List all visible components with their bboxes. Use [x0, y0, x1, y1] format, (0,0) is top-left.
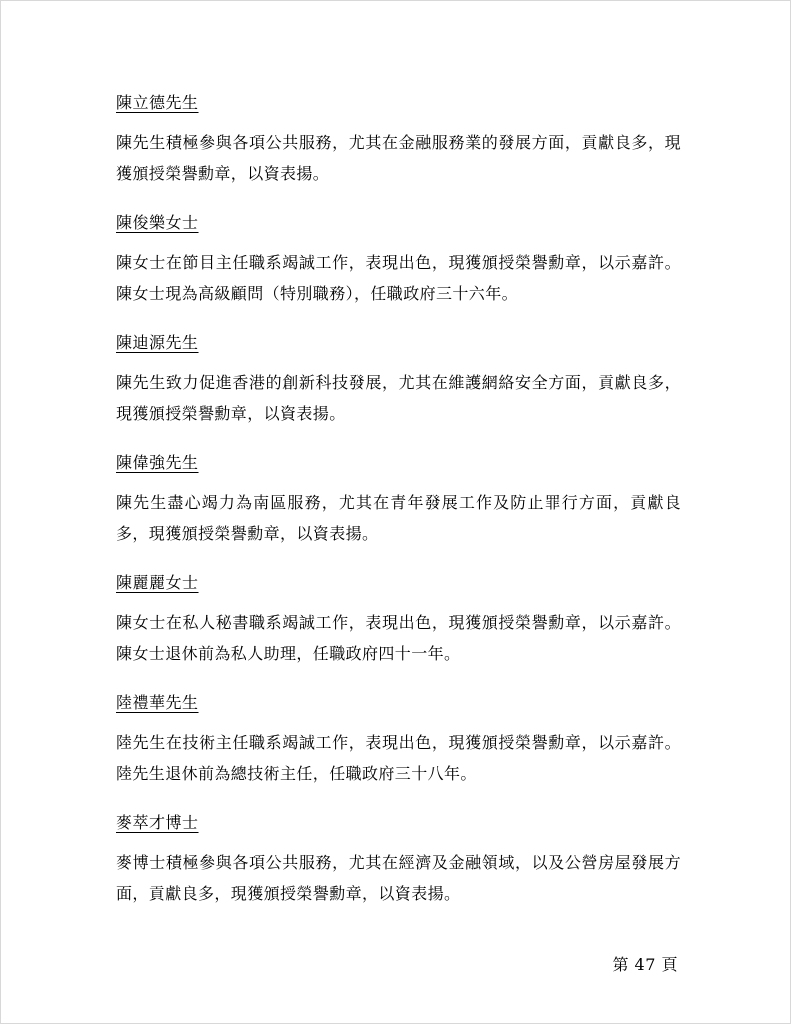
citation-text: 陳女士在私人秘書職系竭誠工作，表現出色，現獲頒授榮譽勳章，以示嘉許。陳女士退休前為私人助理，任職政府四十一年。: [116, 613, 681, 663]
recipient-name: 陳迪源先生: [116, 333, 199, 352]
recipient-name: 麥萃才博士: [116, 813, 199, 832]
award-entry: [116, 329, 681, 429]
recipient-name: 陳俊樂女士: [116, 213, 199, 232]
award-entry: [116, 209, 681, 309]
citation-text: 陳先生盡心竭力為南區服務，尤其在青年發展工作及防止罪行方面，貢獻良多，現獲頒授榮譽勳章，以資表揚。: [116, 493, 681, 543]
citation-text: 麥博士積極參與各項公共服務，尤其在經濟及金融領域，以及公營房屋發展方面，貢獻良多，現獲頒授榮譽勳章，以資表揚。: [116, 853, 681, 903]
award-entry: [116, 809, 681, 909]
award-entry: [116, 569, 681, 669]
award-entry: [116, 689, 681, 789]
recipient-name: 陳麗麗女士: [116, 573, 199, 592]
document-body: [116, 89, 681, 909]
award-entry: [116, 449, 681, 549]
citation-text: 陳先生積極參與各項公共服務，尤其在金融服務業的發展方面，貢獻良多，現獲頒授榮譽勳章，以資表揚。: [116, 133, 681, 183]
recipient-name: 陳立德先生: [116, 93, 199, 112]
recipient-name: 陸禮華先生: [116, 693, 199, 712]
citation-text: 陸先生在技術主任職系竭誠工作，表現出色，現獲頒授榮譽勳章，以示嘉許。陸先生退休前為總技術主任，任職政府三十八年。: [116, 733, 681, 783]
citation-text: 陳女士在節目主任職系竭誠工作，表現出色，現獲頒授榮譽勳章，以示嘉許。陳女士現為高級顧問（特別職務），任職政府三十六年。: [116, 253, 681, 303]
award-entry: [116, 89, 681, 189]
page-number: 第 47 頁: [612, 955, 678, 974]
recipient-name: 陳偉強先生: [116, 453, 199, 472]
citation-text: 陳先生致力促進香港的創新科技發展，尤其在維護網絡安全方面，貢獻良多，現獲頒授榮譽勳章，以資表揚。: [116, 373, 681, 423]
